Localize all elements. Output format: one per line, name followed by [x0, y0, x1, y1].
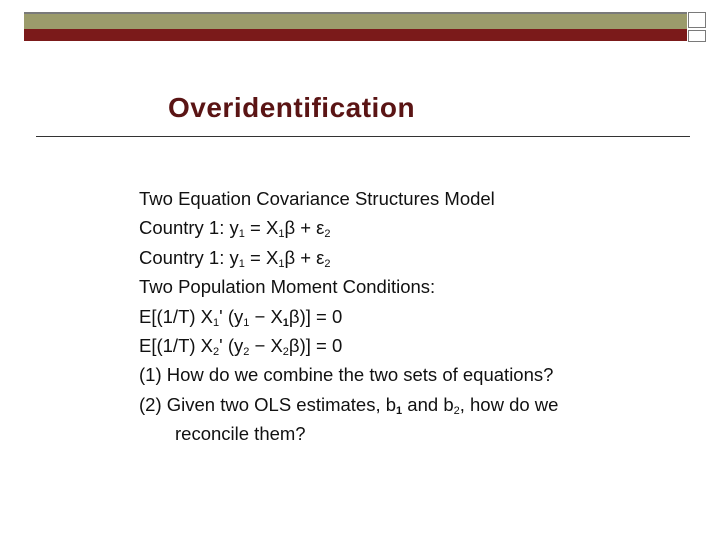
eq1-sub-e: 2	[324, 228, 331, 241]
mc1-mid: ' (y	[219, 305, 244, 327]
q2-lead: (2) Given two OLS estimates, b	[139, 393, 397, 415]
mc1-lead: E[(1/T) X	[139, 305, 214, 327]
slide-body	[139, 184, 659, 449]
mc2-sub-c: 2	[282, 345, 289, 358]
mc2-sub-b: 2	[243, 345, 250, 358]
eq1-sub-x: 1	[278, 228, 285, 241]
eq2-mid: = X	[244, 246, 279, 268]
mc1-sub-c: 1	[282, 316, 289, 329]
body-line-equation-2	[139, 243, 659, 272]
mc2-mid: ' (y	[219, 334, 244, 356]
q2-sub-1: 1	[396, 404, 403, 417]
slide-title: Overidentification	[168, 92, 416, 123]
eq1-sub-y: 1	[238, 228, 245, 241]
body-line-equation-1	[139, 213, 659, 242]
q2-mid: and b	[402, 393, 454, 415]
mc2-tail: β)] = 0	[288, 334, 343, 356]
mc1-tail: β)] = 0	[288, 305, 343, 327]
olive-stripe	[24, 14, 687, 29]
mc2-mid2: − X	[249, 334, 283, 356]
mc2-lead: E[(1/T) X	[139, 334, 214, 356]
eq2-sub-e: 2	[324, 257, 331, 270]
q2-sub-2: 2	[453, 404, 460, 417]
body-line-question-1: (1) How do we combine the two sets of equations?	[139, 364, 554, 386]
body-line-question-2	[139, 390, 659, 419]
mc1-sub-b: 1	[243, 316, 250, 329]
top-decorative-band	[24, 12, 687, 42]
eq1-mid: = X	[244, 217, 279, 239]
maroon-stripe	[24, 29, 687, 41]
body-line-model: Two Equation Covariance Structures Model	[139, 188, 495, 209]
q2-tail: , how do we	[459, 393, 559, 415]
eq2-tail: β + ε	[284, 246, 325, 268]
body-line-moment-2	[139, 331, 659, 360]
eq1-tail: β + ε	[284, 217, 325, 239]
title-divider	[36, 136, 690, 137]
eq2-lead: Country 1: y	[139, 246, 239, 268]
mc1-sub-a: 1	[213, 316, 220, 329]
mc1-mid2: − X	[249, 305, 283, 327]
mc2-sub-a: 2	[213, 345, 220, 358]
body-line-moment-1	[139, 302, 659, 331]
body-line-moment-heading: Two Population Moment Conditions:	[139, 276, 436, 298]
corner-square-lower	[688, 30, 706, 42]
eq2-sub-y: 1	[238, 257, 245, 270]
corner-square-upper	[688, 12, 706, 28]
body-line-question-2-cont: reconcile them?	[175, 423, 306, 445]
eq2-sub-x: 1	[278, 257, 285, 270]
eq1-lead: Country 1: y	[139, 217, 239, 239]
